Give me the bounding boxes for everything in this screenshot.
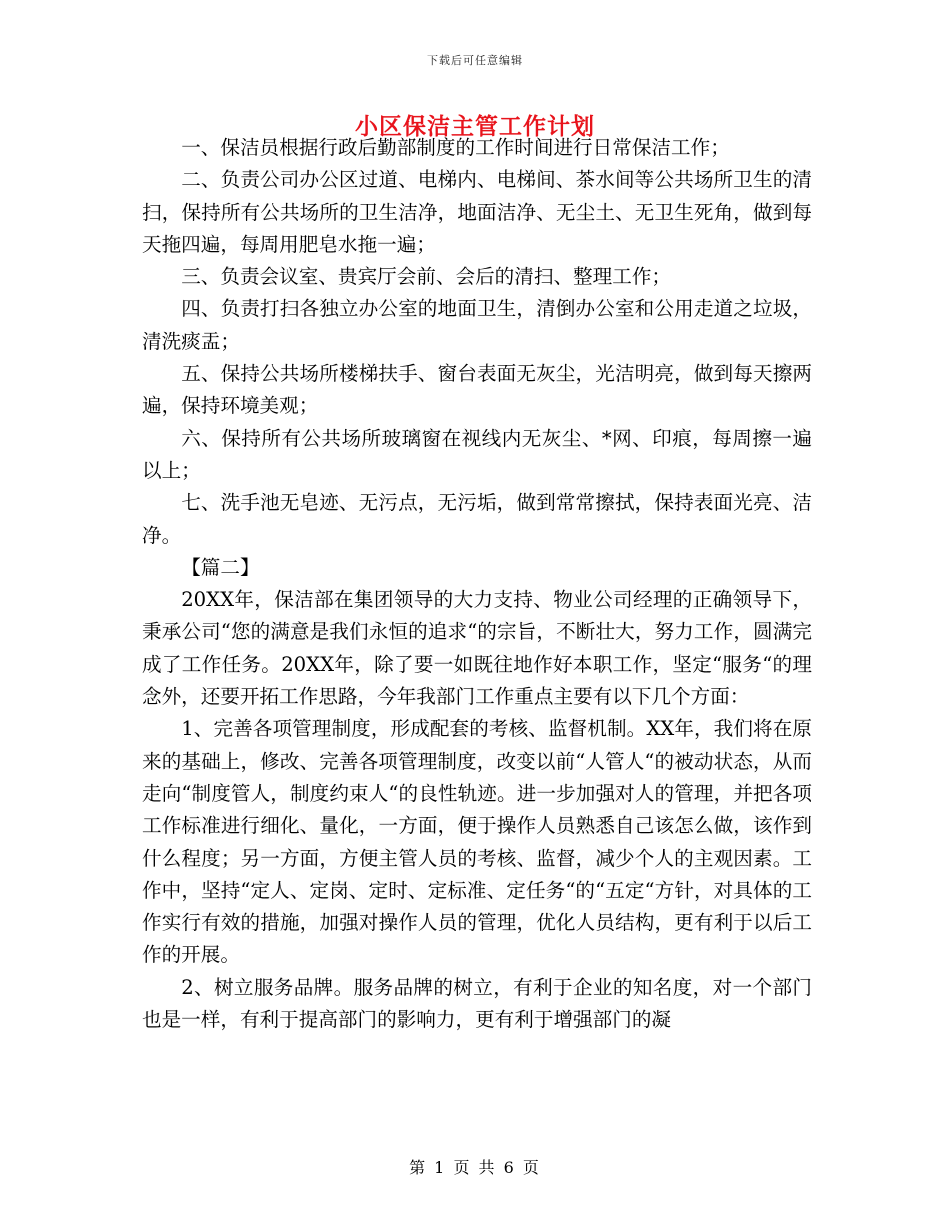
paragraph-5: 五、保持公共场所楼梯扶手、窗台表面无灰尘，光洁明亮，做到每天擦两遍，保持环境美观； [142, 362, 812, 418]
paragraph-6: 六、保持所有公共场所玻璃窗在视线内无灰尘、*网、印痕，每周擦一遍以上； [142, 426, 812, 482]
section-heading: 【篇二】 [181, 555, 260, 579]
paragraph-9: 1、完善各项管理制度，形成配套的考核、监督机制。XX年，我们将在原来的基础上，修改、完善各项管理制度，改变以前“人管人“的被动状态，从而走向“制度管人，制度约束人“的良性轨迹。进一步加强对人的管理，并把各项工作标准进行细化、量化，一方面，便于操作人员熟悉自己该怎么做，该作到什么程度；另一方面，方便主管人员的考核、监督，减少个人的主观因素。工作中，坚持“定人、定岗、定时、定标准、定任务“的“五定“方针，对具体的工作实行有效的措施，加强对操作人员的管理，优化人员结构，更有利于以后工作的开展。 [142, 717, 812, 967]
document-body [142, 132, 812, 1036]
page-number: 第 1 页 共 6 页 [409, 1158, 541, 1177]
paragraph-1: 一、保洁员根据行政后勤部制度的工作时间进行日常保洁工作； [181, 136, 730, 159]
paragraph-2: 二、负责公司办公区过道、电梯内、电梯间、茶水间等公共场所卫生的清扫，保持所有公共场所的卫生洁净，地面洁净、无尘土、无卫生死角，做到每天拖四遍，每周用肥皂水拖一遍； [142, 168, 812, 256]
page-header-note: 下载后可任意编辑 [427, 54, 523, 67]
document-title: 小区保洁主管工作计划 [355, 113, 595, 140]
paragraph-4: 四、负责打扫各独立办公室的地面卫生，清倒办公室和公用走道之垃圾，清洗痰盂； [142, 297, 812, 353]
paragraph-7: 七、洗手池无皂迹、无污点，无污垢，做到常常擦拭，保持表面光亮、洁净。 [142, 491, 812, 547]
paragraph-10: 2、树立服务品牌。服务品牌的树立，有利于企业的知名度，对一个部门也是一样，有利于提高部门的影响力，更有利于增强部门的凝 [142, 975, 812, 1032]
paragraph-8: 20XX年，保洁部在集团领导的大力支持、物业公司经理的正确领导下，秉承公司“您的满意是我们永恒的追求“的宗旨，不断壮大，努力工作，圆满完成了工作任务。20XX年，除了要一如既往地作好本职工作，坚定“服务“的理念外，还要开拓工作思路，今年我部门工作重点主要有以下几个方面： [142, 588, 812, 709]
paragraph-3: 三、负责会议室、贵宾厅会前、会后的清扫、整理工作； [181, 265, 672, 289]
